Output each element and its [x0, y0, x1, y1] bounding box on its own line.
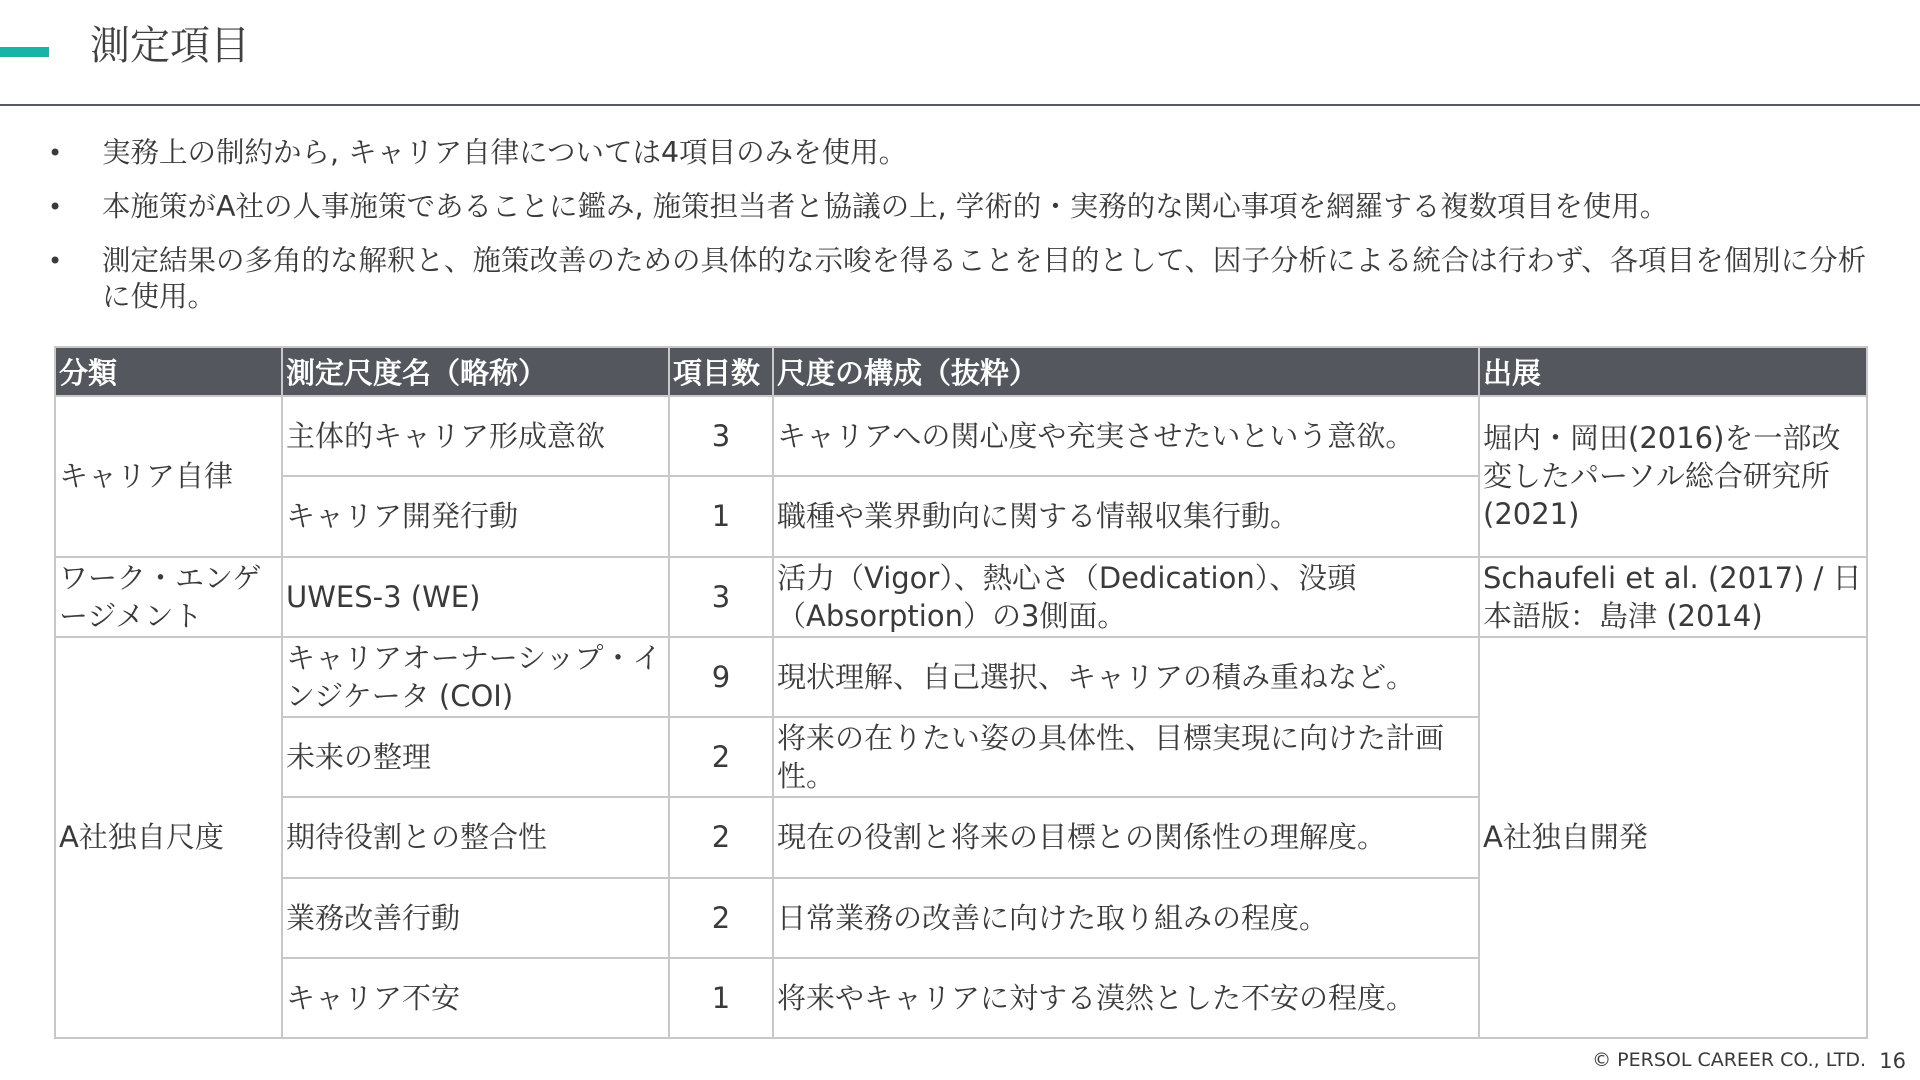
- accent-bar: [0, 47, 49, 57]
- header-item-count: 項目数: [669, 347, 773, 396]
- page-title: 測定項目: [90, 23, 250, 69]
- source-cell: Schaufeli et al. (2017) / 日本語版：島津 (2014): [1479, 557, 1867, 637]
- item-count-cell: 2: [669, 878, 773, 958]
- item-count-cell: 1: [669, 958, 773, 1038]
- scale-name-cell: 期待役割との整合性: [282, 797, 669, 877]
- table-header-row: [55, 347, 1867, 396]
- category-cell: ワーク・エンゲージメント: [55, 557, 282, 637]
- bullet-dot: •: [48, 193, 63, 221]
- header-category: 分類: [55, 347, 282, 396]
- scale-name-cell: キャリア不安: [282, 958, 669, 1038]
- category-cell: キャリア自律: [55, 396, 282, 557]
- header-source: 出展: [1479, 347, 1867, 396]
- composition-cell: 日常業務の改善に向けた取り組みの程度。: [773, 878, 1479, 958]
- scale-name-cell: 業務改善行動: [282, 878, 669, 958]
- item-count-cell: 1: [669, 476, 773, 556]
- scale-name-cell: UWES-3 (WE): [282, 557, 669, 637]
- composition-cell: 現在の役割と将来の目標との関係性の理解度。: [773, 797, 1479, 877]
- source-cell: A社独自開発: [1479, 637, 1867, 1038]
- title-divider: [0, 104, 1920, 106]
- bullet-list: [46, 135, 1876, 333]
- composition-cell: キャリアへの関心度や充実させたいという意欲。: [773, 396, 1479, 476]
- bullet-item: [46, 243, 1876, 315]
- header-composition: 尺度の構成（抜粋）: [773, 347, 1479, 396]
- page-number: 16: [1879, 1049, 1906, 1073]
- table-row: [55, 637, 1867, 717]
- bullet-item: [46, 135, 1876, 171]
- source-cell: 堀内・岡田(2016)を一部改変したパーソル総合研究所(2021): [1479, 396, 1867, 557]
- item-count-cell: 3: [669, 557, 773, 637]
- header-scale-name: 測定尺度名（略称）: [282, 347, 669, 396]
- scale-name-cell: 未来の整理: [282, 717, 669, 797]
- copyright-notice: © PERSOL CAREER CO., LTD.: [1592, 1049, 1866, 1071]
- bullet-text: 本施策がA社の人事施策であることに鑑み, 施策担当者と協議の上, 学術的・実務的な関心事項を網羅する複数項目を使用。: [102, 190, 1669, 223]
- scale-name-cell: 主体的キャリア形成意欲: [282, 396, 669, 476]
- scale-name-cell: キャリアオーナーシップ・インジケータ (COI): [282, 637, 669, 717]
- item-count-cell: 3: [669, 396, 773, 476]
- bullet-item: [46, 189, 1876, 225]
- composition-cell: 現状理解、自己選択、キャリアの積み重ねなど。: [773, 637, 1479, 717]
- composition-cell: 活力（Vigor）、熱心さ（Dedication）、没頭（Absorption）の3側面。: [773, 557, 1479, 637]
- bullet-dot: •: [48, 247, 63, 275]
- measurement-table: [54, 346, 1868, 1039]
- item-count-cell: 2: [669, 797, 773, 877]
- table-row: [55, 396, 1867, 476]
- item-count-cell: 2: [669, 717, 773, 797]
- scale-name-cell: キャリア開発行動: [282, 476, 669, 556]
- composition-cell: 将来の在りたい姿の具体性、目標実現に向けた計画性。: [773, 717, 1479, 797]
- bullet-text: 測定結果の多角的な解釈と、施策改善のための具体的な示唆を得ることを目的として、因子分析による統合は行わず、各項目を個別に分析に使用。: [102, 244, 1867, 313]
- bullet-dot: •: [48, 139, 63, 167]
- category-cell: A社独自尺度: [55, 637, 282, 1038]
- composition-cell: 将来やキャリアに対する漠然とした不安の程度。: [773, 958, 1479, 1038]
- bullet-text: 実務上の制約から, キャリア自律については4項目のみを使用。: [102, 136, 908, 169]
- composition-cell: 職種や業界動向に関する情報収集行動。: [773, 476, 1479, 556]
- item-count-cell: 9: [669, 637, 773, 717]
- table-row: [55, 557, 1867, 637]
